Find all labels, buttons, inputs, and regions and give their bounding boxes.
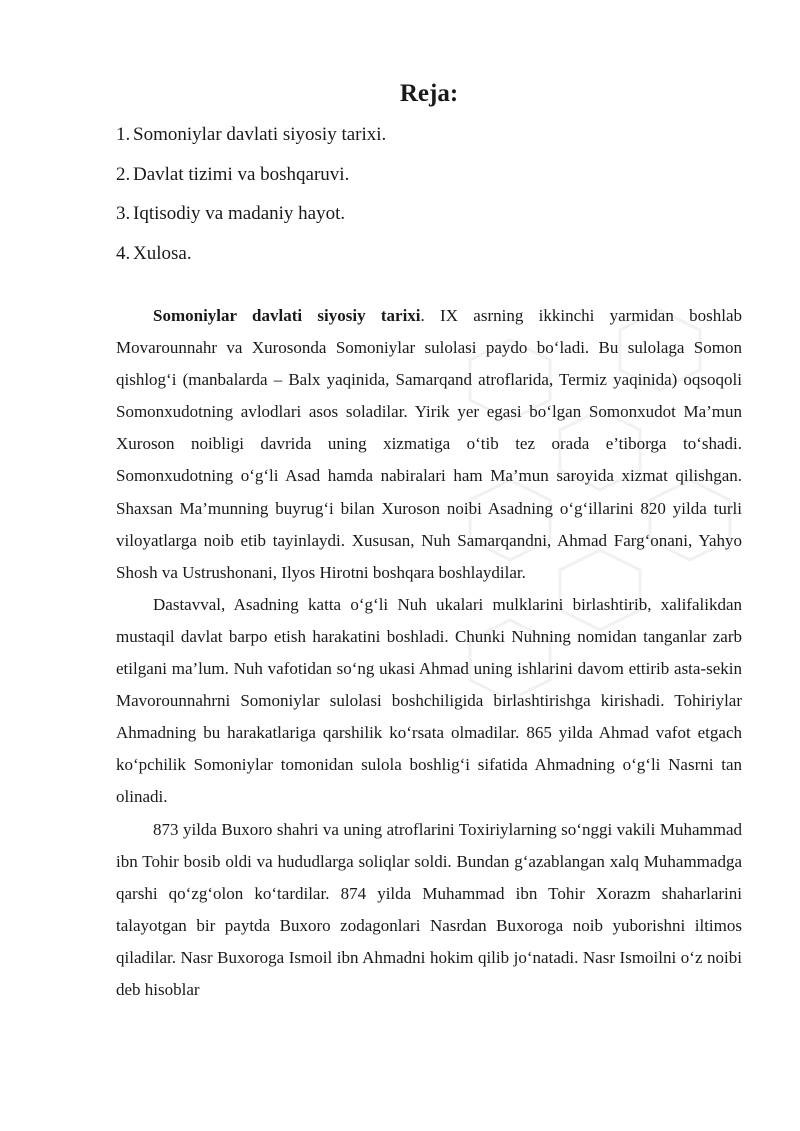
plan-item-number: 3. xyxy=(116,203,131,224)
plan-item-number: 1. xyxy=(116,124,131,145)
paragraph xyxy=(116,814,742,1007)
paragraph-text: Dastavval, Asadning katta o‘g‘li Nuh ukalari mulklarini birlashtirib, xalifalikdan mustaqil davlat barpo etish harakatini boshladi. Chunki Nuhning nomidan tanganlar zarb etilgani ma’lum. Nuh vafotidan so‘ng ukasi Ahmad uning ishlarini davom ettirib asta-sekin Mavorounnahrni Somoniylar sulolasi boshchiligida birlashtirishga kirishadi. Tohiriylar Ahmadning bu harakatlariga qarshilik ko‘rsata olmadilar. 865 yilda Ahmad vafot etgach ko‘pchilik Somoniylar tomonidan sulola boshlig‘i sifatida Ahmadning o‘g‘li Nasrni tan olinadi. xyxy=(116,594,742,807)
document-body xyxy=(116,300,742,1006)
plan-item xyxy=(116,234,386,274)
plan-item xyxy=(116,155,386,195)
paragraph xyxy=(116,300,742,589)
plan-item-text: Somoniylar davlati siyosiy tarixi. xyxy=(133,124,387,145)
plan-item-number: 2. xyxy=(116,163,131,185)
plan-item-text: Iqtisodiy va madaniy hayot. xyxy=(133,203,346,224)
paragraph-heading: Somoniylar davlati siyosiy tarixi xyxy=(153,306,421,325)
plan-item xyxy=(116,194,386,234)
plan-list xyxy=(116,115,386,273)
paragraph xyxy=(116,589,742,814)
plan-item-text: Davlat tizimi va boshqaruvi. xyxy=(133,163,350,185)
paragraph-text: . IX asrning ikkinchi yarmidan boshlab Movarounnahr va Xurosonda Somoniylar sulolasi paydo bo‘ladi. Bu sulolaga Somon qishlog‘i (manbalarda – Balx yaqinida, Samarqand atroflarida, Termiz yaqinida) oqsoqoli Somonxudotning avlodlari asos soladilar. Yirik yer egasi bo‘lgan Somonxudot Ma’mun Xuroson noibligi davrida uning xizmatiga o‘tib tez orada e’tiborga to‘shadi. Somonxudotning o‘g‘li Asad hamda nabiralari ham Ma’mun saroyida xizmat qilishgan. Shaxsan Ma’munning buyrug‘i bilan Xuroson noibi Asadning o‘g‘illarini 820 yilda turli viloyatlarga noib etib tayinlaydi. Xususan, Nuh Samarqandni, Ahmad Farg‘onani, Yahyo Shosh va Ustrushonani, Ilyos Hirotni boshqara boshlaydilar. xyxy=(116,306,742,582)
plan-item xyxy=(116,115,386,155)
plan-item-text: Xulosa. xyxy=(133,242,192,264)
page-title: Reja: xyxy=(399,80,459,107)
paragraph-text: 873 yilda Buxoro shahri va uning atroflarini Toxiriylarning so‘nggi vakili Muhammad ibn Tohir bosib oldi va hududlarga soliqlar soldi. Bundan g‘azablangan xalq Muhammadga qarshi qo‘zg‘olon ko‘tardilar. 874 yilda Muhammad ibn Tohir Xorazm shaharlarini talayotgan bir paytda Buxoro zodagonlari Nasrdan Buxoroga noib yuborishni iltimos qiladilar. Nasr Buxoroga Ismoil ibn Ahmadni hokim qilib jo‘natadi. Nasr Ismoilni o‘z noibi deb hisoblar xyxy=(116,819,742,999)
plan-item-number: 4. xyxy=(116,242,131,264)
